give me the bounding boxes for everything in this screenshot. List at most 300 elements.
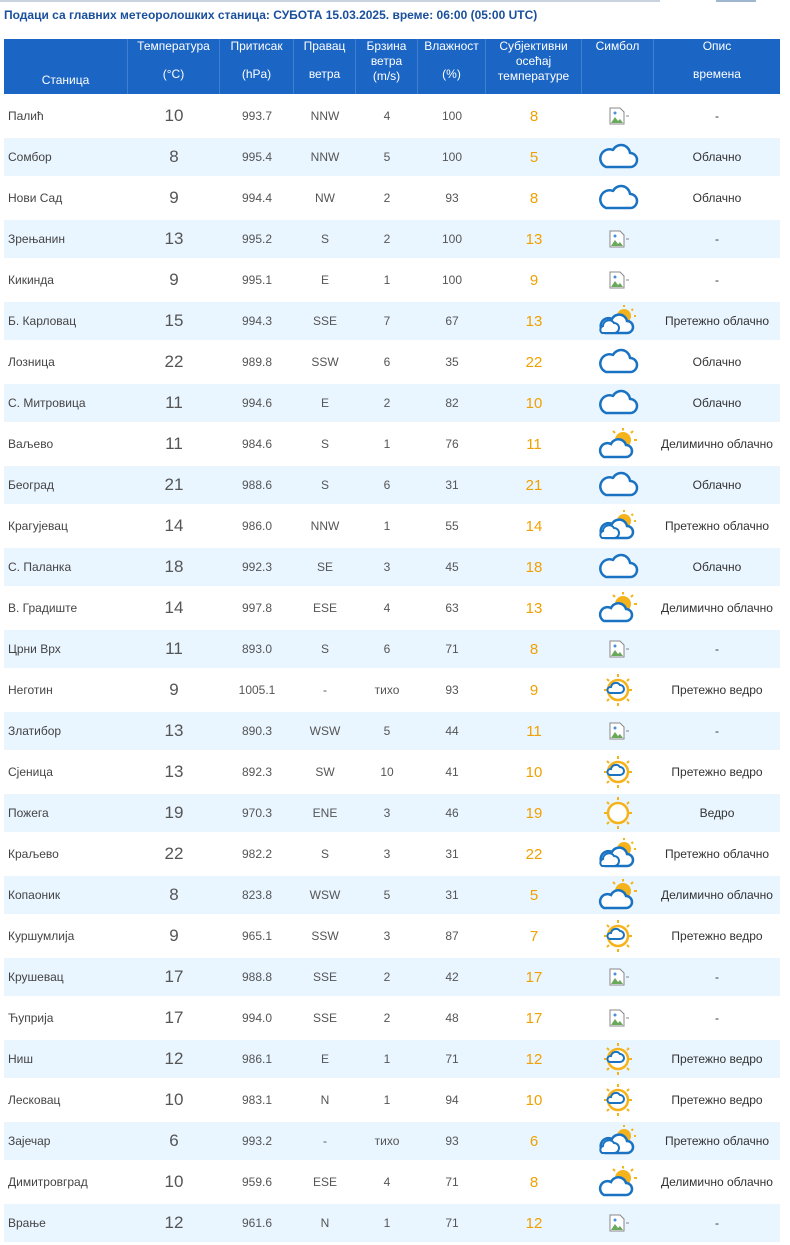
weather-symbol — [582, 630, 654, 668]
feels-like-value: 9 — [486, 671, 582, 709]
feels-like-value: 18 — [486, 548, 582, 586]
station-name: С. Паланка — [4, 548, 128, 586]
column-header-5 — [356, 39, 418, 94]
weather-symbol — [582, 794, 654, 832]
temperature-value: 9 — [128, 261, 220, 299]
weather-description: Облачно — [654, 548, 780, 586]
wind-direction-value: S — [294, 466, 356, 504]
humidity-value: 45 — [418, 548, 486, 586]
humidity-value: 71 — [418, 1204, 486, 1242]
station-name: Пожега — [4, 794, 128, 832]
table-row — [4, 794, 780, 832]
feels-like-value: 17 — [486, 999, 582, 1037]
column-header-line2: ветра — [308, 67, 341, 81]
table-row — [4, 261, 780, 299]
weather-description: Претежно ведро — [654, 917, 780, 955]
humidity-value: 44 — [418, 712, 486, 750]
weather-symbol — [582, 384, 654, 422]
wind-speed-value: 2 — [356, 958, 418, 996]
mostly-sunny-icon — [596, 755, 640, 789]
humidity-value: 55 — [418, 507, 486, 545]
station-name: Златибор — [4, 712, 128, 750]
pressure-value: 986.0 — [220, 507, 294, 545]
temperature-value: 15 — [128, 302, 220, 340]
weather-description: Претежно облачно — [654, 302, 780, 340]
feels-like-value: 21 — [486, 466, 582, 504]
temperature-value: 9 — [128, 671, 220, 709]
weather-description: - — [654, 261, 780, 299]
wind-speed-value: 6 — [356, 630, 418, 668]
column-header-line2: (%) — [442, 67, 461, 81]
weather-description: - — [654, 220, 780, 258]
humidity-value: 42 — [418, 958, 486, 996]
stations-table-container — [4, 36, 780, 1245]
table-row — [4, 671, 780, 709]
table-row — [4, 384, 780, 422]
table-row — [4, 1204, 780, 1242]
humidity-value: 71 — [418, 1163, 486, 1201]
feels-like-value: 17 — [486, 958, 582, 996]
humidity-value: 100 — [418, 261, 486, 299]
weather-description: - — [654, 630, 780, 668]
column-header-line2: (hPa) — [241, 67, 272, 81]
feels-like-value: 8 — [486, 179, 582, 217]
column-header-line1: Опис — [702, 39, 732, 53]
feels-like-value: 12 — [486, 1040, 582, 1078]
weather-description: Делимично облачно — [654, 1163, 780, 1201]
pressure-value: 893.0 — [220, 630, 294, 668]
wind-speed-value: 3 — [356, 548, 418, 586]
wind-speed-value: 7 — [356, 302, 418, 340]
station-name: Београд — [4, 466, 128, 504]
feels-like-value: 7 — [486, 917, 582, 955]
temperature-value: 17 — [128, 999, 220, 1037]
wind-speed-value: 5 — [356, 138, 418, 176]
column-header-7 — [486, 39, 582, 94]
table-row — [4, 589, 780, 627]
humidity-value: 67 — [418, 302, 486, 340]
temperature-value: 17 — [128, 958, 220, 996]
wind-speed-value: 2 — [356, 220, 418, 258]
weather-description: Претежно облачно — [654, 1122, 780, 1160]
table-row — [4, 958, 780, 996]
pressure-value: 988.6 — [220, 466, 294, 504]
pressure-value: 992.3 — [220, 548, 294, 586]
table-row — [4, 1040, 780, 1078]
wind-direction-value: E — [294, 1040, 356, 1078]
humidity-value: 63 — [418, 589, 486, 627]
wind-direction-value: SW — [294, 753, 356, 791]
feels-like-value: 11 — [486, 712, 582, 750]
column-header-2 — [128, 39, 220, 94]
wind-direction-value: WSW — [294, 876, 356, 914]
humidity-value: 31 — [418, 835, 486, 873]
column-header-8 — [582, 39, 654, 94]
station-name: С. Митровица — [4, 384, 128, 422]
weather-symbol — [582, 917, 654, 955]
column-header-line2: (°C) — [162, 67, 185, 81]
broken-image-icon — [596, 263, 640, 297]
humidity-value: 100 — [418, 138, 486, 176]
pressure-value: 997.8 — [220, 589, 294, 627]
wind-direction-value: ESE — [294, 1163, 356, 1201]
table-row — [4, 97, 780, 135]
table-row — [4, 753, 780, 791]
feels-like-value: 10 — [486, 753, 582, 791]
weather-symbol — [582, 220, 654, 258]
weather-symbol — [582, 712, 654, 750]
weather-description: Облачно — [654, 384, 780, 422]
humidity-value: 93 — [418, 1122, 486, 1160]
weather-symbol — [582, 425, 654, 463]
station-name: Кикинда — [4, 261, 128, 299]
station-name: Копаоник — [4, 876, 128, 914]
pressure-value: 983.1 — [220, 1081, 294, 1119]
cloud-icon — [596, 550, 640, 584]
temperature-value: 11 — [128, 630, 220, 668]
broken-image-icon — [596, 99, 640, 133]
weather-description: Облачно — [654, 343, 780, 381]
mostly-cloudy-icon — [596, 509, 640, 543]
temperature-value: 14 — [128, 507, 220, 545]
wind-speed-value: 10 — [356, 753, 418, 791]
wind-direction-value: ENE — [294, 794, 356, 832]
station-name: В. Градиште — [4, 589, 128, 627]
humidity-value: 94 — [418, 1081, 486, 1119]
column-header-3 — [220, 39, 294, 94]
weather-symbol — [582, 1204, 654, 1242]
partly-cloudy-icon — [596, 591, 640, 625]
column-header-line1: Правац — [303, 39, 346, 53]
pressure-value: 995.2 — [220, 220, 294, 258]
weather-symbol — [582, 999, 654, 1037]
temperature-value: 6 — [128, 1122, 220, 1160]
wind-direction-value: SSW — [294, 917, 356, 955]
mostly-sunny-icon — [596, 1083, 640, 1117]
column-header-line1: Субјективни — [499, 39, 568, 53]
wind-speed-value: 1 — [356, 507, 418, 545]
wind-direction-value: N — [294, 1204, 356, 1242]
wind-speed-value: 4 — [356, 589, 418, 627]
wind-speed-value: 5 — [356, 712, 418, 750]
weather-symbol — [582, 753, 654, 791]
cloud-icon — [596, 181, 640, 215]
feels-like-value: 13 — [486, 220, 582, 258]
humidity-value: 87 — [418, 917, 486, 955]
table-row — [4, 138, 780, 176]
feels-like-value: 11 — [486, 425, 582, 463]
table-row — [4, 876, 780, 914]
pressure-value: 989.8 — [220, 343, 294, 381]
weather-symbol — [582, 261, 654, 299]
table-row — [4, 302, 780, 340]
feels-like-value: 14 — [486, 507, 582, 545]
weather-symbol — [582, 179, 654, 217]
column-header-4 — [294, 39, 356, 94]
wind-direction-value: SSE — [294, 999, 356, 1037]
weather-symbol — [582, 97, 654, 135]
top-divider — [0, 0, 660, 2]
humidity-value: 35 — [418, 343, 486, 381]
humidity-value: 71 — [418, 630, 486, 668]
table-row — [4, 999, 780, 1037]
wind-speed-value: 4 — [356, 97, 418, 135]
temperature-value: 9 — [128, 917, 220, 955]
top-link-fragment[interactable] — [716, 0, 756, 2]
wind-direction-value: NW — [294, 179, 356, 217]
weather-description: Облачно — [654, 466, 780, 504]
wind-speed-value: 1 — [356, 1081, 418, 1119]
humidity-value: 82 — [418, 384, 486, 422]
partly-cloudy-icon — [596, 878, 640, 912]
table-body — [4, 97, 780, 1242]
column-header-6 — [418, 39, 486, 94]
table-row — [4, 917, 780, 955]
column-header-line2: осећај температуре — [497, 54, 570, 83]
table-header-row — [4, 39, 780, 94]
pressure-value: 1005.1 — [220, 671, 294, 709]
pressure-value: 995.1 — [220, 261, 294, 299]
sun-icon — [596, 796, 640, 830]
wind-speed-value: тихо — [356, 671, 418, 709]
partly-cloudy-icon — [596, 427, 640, 461]
station-name: Куршумлија — [4, 917, 128, 955]
table-row — [4, 1163, 780, 1201]
humidity-value: 31 — [418, 466, 486, 504]
weather-description: Претежно ведро — [654, 1040, 780, 1078]
wind-direction-value: - — [294, 671, 356, 709]
mostly-cloudy-icon — [596, 1124, 640, 1158]
weather-description: - — [654, 1204, 780, 1242]
wind-speed-value: 4 — [356, 1163, 418, 1201]
wind-direction-value: - — [294, 1122, 356, 1160]
pressure-value: 994.4 — [220, 179, 294, 217]
page-title: Подаци са главних метеоролошких станица: СУБОТА 15.03.2025. време: 06:00 (05:00 UTC) — [4, 8, 538, 22]
pressure-value: 959.6 — [220, 1163, 294, 1201]
weather-symbol — [582, 548, 654, 586]
pressure-value: 961.6 — [220, 1204, 294, 1242]
wind-direction-value: N — [294, 1081, 356, 1119]
station-name: Неготин — [4, 671, 128, 709]
table-row — [4, 343, 780, 381]
temperature-value: 18 — [128, 548, 220, 586]
humidity-value: 100 — [418, 220, 486, 258]
station-name: Крушевац — [4, 958, 128, 996]
temperature-value: 10 — [128, 1081, 220, 1119]
weather-symbol — [582, 302, 654, 340]
weather-symbol — [582, 138, 654, 176]
weather-description: Претежно ведро — [654, 1081, 780, 1119]
weather-description: Претежно ведро — [654, 671, 780, 709]
pressure-value: 986.1 — [220, 1040, 294, 1078]
wind-speed-value: 6 — [356, 343, 418, 381]
station-name: Зрењанин — [4, 220, 128, 258]
broken-image-icon — [596, 1206, 640, 1240]
feels-like-value: 10 — [486, 1081, 582, 1119]
station-name: Нови Сад — [4, 179, 128, 217]
weather-symbol — [582, 671, 654, 709]
humidity-value: 46 — [418, 794, 486, 832]
temperature-value: 10 — [128, 97, 220, 135]
temperature-value: 9 — [128, 179, 220, 217]
pressure-value: 995.4 — [220, 138, 294, 176]
weather-symbol — [582, 1122, 654, 1160]
wind-direction-value: NNW — [294, 97, 356, 135]
station-name: Сомбор — [4, 138, 128, 176]
column-header-9 — [654, 39, 780, 94]
feels-like-value: 5 — [486, 138, 582, 176]
station-name: Ниш — [4, 1040, 128, 1078]
column-header-line2: ветра (m/s) — [370, 54, 403, 83]
weather-description: Претежно ведро — [654, 753, 780, 791]
humidity-value: 93 — [418, 179, 486, 217]
weather-description: Делимично облачно — [654, 876, 780, 914]
mostly-sunny-icon — [596, 673, 640, 707]
wind-direction-value: SE — [294, 548, 356, 586]
station-name: Лозница — [4, 343, 128, 381]
feels-like-value: 8 — [486, 630, 582, 668]
wind-speed-value: 1 — [356, 1204, 418, 1242]
pressure-value: 994.3 — [220, 302, 294, 340]
station-name: Палић — [4, 97, 128, 135]
pressure-value: 892.3 — [220, 753, 294, 791]
feels-like-value: 6 — [486, 1122, 582, 1160]
temperature-value: 12 — [128, 1204, 220, 1242]
wind-direction-value: S — [294, 425, 356, 463]
wind-direction-value: NNW — [294, 138, 356, 176]
station-name: Лесковац — [4, 1081, 128, 1119]
station-name: Сјеница — [4, 753, 128, 791]
wind-speed-value: 5 — [356, 876, 418, 914]
feels-like-value: 8 — [486, 97, 582, 135]
wind-speed-value: 3 — [356, 835, 418, 873]
pressure-value: 988.8 — [220, 958, 294, 996]
humidity-value: 48 — [418, 999, 486, 1037]
temperature-value: 13 — [128, 220, 220, 258]
wind-speed-value: 6 — [356, 466, 418, 504]
feels-like-value: 10 — [486, 384, 582, 422]
weather-description: - — [654, 999, 780, 1037]
weather-symbol — [582, 466, 654, 504]
column-header-line1: Влажност — [424, 39, 479, 53]
mostly-sunny-icon — [596, 1042, 640, 1076]
broken-image-icon — [596, 632, 640, 666]
station-name: Ћуприја — [4, 999, 128, 1037]
temperature-value: 13 — [128, 753, 220, 791]
weather-symbol — [582, 343, 654, 381]
wind-speed-value: 3 — [356, 794, 418, 832]
feels-like-value: 19 — [486, 794, 582, 832]
weather-description: Претежно облачно — [654, 835, 780, 873]
pressure-value: 982.2 — [220, 835, 294, 873]
temperature-value: 8 — [128, 876, 220, 914]
mostly-cloudy-icon — [596, 837, 640, 871]
table-row — [4, 179, 780, 217]
feels-like-value: 22 — [486, 835, 582, 873]
station-name: Црни Врх — [4, 630, 128, 668]
wind-direction-value: S — [294, 220, 356, 258]
wind-speed-value: 2 — [356, 179, 418, 217]
column-header-line1: Брзина — [366, 39, 407, 53]
temperature-value: 21 — [128, 466, 220, 504]
weather-description: Делимично облачно — [654, 589, 780, 627]
column-header-line1: Притисак — [230, 39, 283, 53]
weather-description: Облачно — [654, 138, 780, 176]
humidity-value: 93 — [418, 671, 486, 709]
station-name: Димитровград — [4, 1163, 128, 1201]
cloud-icon — [596, 468, 640, 502]
cloud-icon — [596, 386, 640, 420]
weather-symbol — [582, 876, 654, 914]
cloud-icon — [596, 140, 640, 174]
station-name: Крагујевац — [4, 507, 128, 545]
feels-like-value: 13 — [486, 589, 582, 627]
table-row — [4, 425, 780, 463]
broken-image-icon — [596, 1001, 640, 1035]
station-name: Врање — [4, 1204, 128, 1242]
pressure-value: 970.3 — [220, 794, 294, 832]
wind-speed-value: 2 — [356, 384, 418, 422]
wind-speed-value: 1 — [356, 425, 418, 463]
weather-symbol — [582, 1081, 654, 1119]
column-header-line1: Температура — [137, 39, 210, 53]
temperature-value: 14 — [128, 589, 220, 627]
weather-description: - — [654, 97, 780, 135]
column-header-1 — [4, 39, 128, 94]
wind-speed-value: 3 — [356, 917, 418, 955]
humidity-value: 76 — [418, 425, 486, 463]
feels-like-value: 12 — [486, 1204, 582, 1242]
weather-description: - — [654, 712, 780, 750]
partly-cloudy-icon — [596, 1165, 640, 1199]
table-row — [4, 1122, 780, 1160]
table-row — [4, 835, 780, 873]
pressure-value: 890.3 — [220, 712, 294, 750]
weather-symbol — [582, 835, 654, 873]
feels-like-value: 5 — [486, 876, 582, 914]
humidity-value: 71 — [418, 1040, 486, 1078]
wind-direction-value: E — [294, 261, 356, 299]
feels-like-value: 8 — [486, 1163, 582, 1201]
humidity-value: 100 — [418, 97, 486, 135]
column-header-line1: Симбол — [595, 39, 640, 53]
humidity-value: 31 — [418, 876, 486, 914]
wind-speed-value: 1 — [356, 261, 418, 299]
wind-direction-value: S — [294, 630, 356, 668]
broken-image-icon — [596, 714, 640, 748]
weather-symbol — [582, 1163, 654, 1201]
weather-symbol — [582, 589, 654, 627]
temperature-value: 11 — [128, 384, 220, 422]
weather-description: Ведро — [654, 794, 780, 832]
station-name: Краљево — [4, 835, 128, 873]
pressure-value: 994.6 — [220, 384, 294, 422]
weather-description: Делимично облачно — [654, 425, 780, 463]
humidity-value: 41 — [418, 753, 486, 791]
pressure-value: 965.1 — [220, 917, 294, 955]
stations-table — [4, 36, 780, 1245]
wind-speed-value: тихо — [356, 1122, 418, 1160]
broken-image-icon — [596, 960, 640, 994]
weather-symbol — [582, 507, 654, 545]
temperature-value: 22 — [128, 343, 220, 381]
table-row — [4, 548, 780, 586]
wind-speed-value: 1 — [356, 1040, 418, 1078]
table-row — [4, 466, 780, 504]
weather-symbol — [582, 1040, 654, 1078]
feels-like-value: 9 — [486, 261, 582, 299]
table-row — [4, 630, 780, 668]
